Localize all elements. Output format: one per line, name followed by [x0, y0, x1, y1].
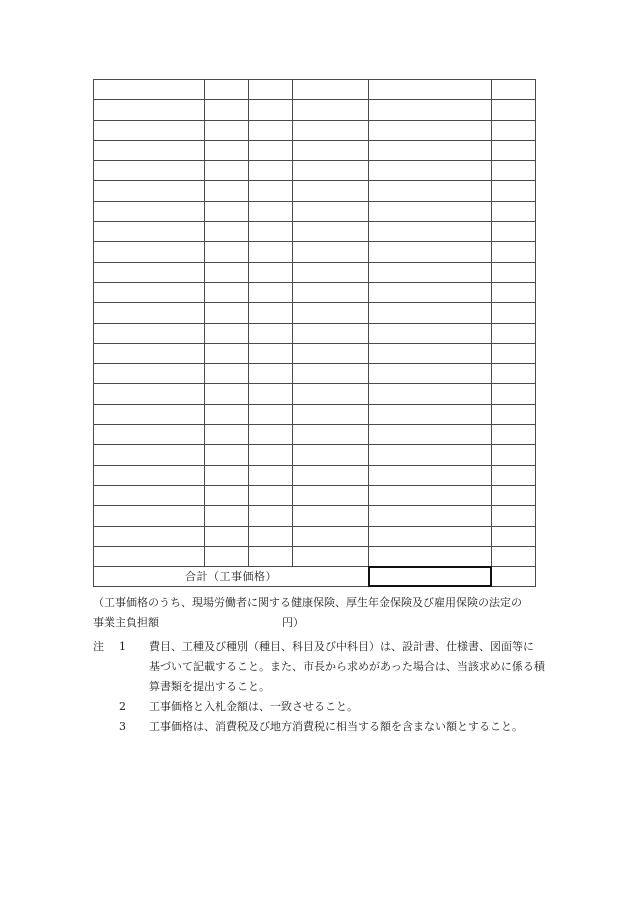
table-cell[interactable] — [492, 222, 536, 242]
table-cell[interactable] — [369, 465, 492, 485]
table-cell[interactable] — [205, 404, 249, 424]
table-cell[interactable] — [249, 181, 293, 201]
table-cell[interactable] — [249, 201, 293, 221]
table-cell[interactable] — [94, 120, 205, 140]
estimate-table — [93, 79, 536, 587]
table-cell[interactable] — [369, 445, 492, 465]
table-cell[interactable] — [492, 465, 536, 485]
table-cell[interactable] — [492, 140, 536, 160]
table-row — [94, 404, 536, 424]
table-cell[interactable] — [492, 404, 536, 424]
table-cell[interactable] — [205, 222, 249, 242]
table-cell[interactable] — [293, 140, 369, 160]
table-cell[interactable] — [205, 384, 249, 404]
table-row — [94, 425, 536, 445]
table-cell[interactable] — [293, 201, 369, 221]
table-cell[interactable] — [205, 80, 249, 100]
table-row — [94, 262, 536, 282]
table-cell[interactable] — [492, 506, 536, 526]
note-text: 工事価格は、消費税及び地方消費税に相当する額を含まない額とすること。 — [149, 720, 523, 733]
table-cell[interactable] — [369, 262, 492, 282]
table-cell[interactable] — [492, 80, 536, 100]
table-row — [94, 485, 536, 505]
table-cell[interactable] — [205, 140, 249, 160]
table-cell[interactable] — [492, 181, 536, 201]
table-row — [94, 303, 536, 323]
table-cell[interactable] — [293, 181, 369, 201]
table-cell[interactable] — [94, 526, 205, 546]
table-cell[interactable] — [205, 343, 249, 363]
table-cell[interactable] — [94, 140, 205, 160]
table-cell[interactable] — [293, 445, 369, 465]
table-cell[interactable] — [293, 485, 369, 505]
table-cell[interactable] — [492, 526, 536, 546]
total-amount-cell[interactable] — [369, 567, 492, 587]
table-cell[interactable] — [94, 242, 205, 262]
table-cell[interactable] — [293, 465, 369, 485]
note-number: 2 — [119, 700, 126, 713]
table-cell[interactable] — [249, 506, 293, 526]
note-item — [93, 717, 553, 737]
table-cell[interactable] — [369, 526, 492, 546]
table-cell[interactable] — [205, 201, 249, 221]
table-cell[interactable] — [293, 343, 369, 363]
table-cell[interactable] — [94, 181, 205, 201]
table-cell[interactable] — [249, 303, 293, 323]
table-cell[interactable] — [369, 201, 492, 221]
table-cell[interactable] — [293, 323, 369, 343]
table-row — [94, 526, 536, 546]
table-cell[interactable] — [293, 303, 369, 323]
table-cell[interactable] — [369, 161, 492, 181]
welfare-statement — [93, 593, 522, 633]
table-cell[interactable] — [369, 140, 492, 160]
table-cell[interactable] — [94, 303, 205, 323]
table-cell[interactable] — [492, 242, 536, 262]
table-cell[interactable] — [369, 120, 492, 140]
note-number: 1 — [119, 640, 126, 653]
table-cell[interactable] — [94, 404, 205, 424]
table-cell[interactable] — [249, 140, 293, 160]
welfare-unit: 円） — [282, 616, 304, 629]
table-cell[interactable] — [492, 343, 536, 363]
table-cell[interactable] — [369, 303, 492, 323]
note-text: 基づいて記載すること。また、市長から求めがあった場合は、当該求めに係る積 — [149, 660, 545, 673]
table-cell[interactable] — [249, 546, 293, 566]
table-cell[interactable] — [369, 425, 492, 445]
table-row — [94, 100, 536, 120]
table-cell[interactable] — [492, 120, 536, 140]
table-cell[interactable] — [249, 242, 293, 262]
table-cell[interactable] — [205, 364, 249, 384]
table-cell[interactable] — [249, 526, 293, 546]
table-cell[interactable] — [205, 161, 249, 181]
table-cell[interactable] — [94, 323, 205, 343]
table-row — [94, 364, 536, 384]
table-cell[interactable] — [293, 262, 369, 282]
table-cell[interactable] — [249, 80, 293, 100]
table-cell[interactable] — [369, 343, 492, 363]
table-cell[interactable] — [205, 323, 249, 343]
table-cell[interactable] — [293, 546, 369, 566]
table-cell[interactable] — [293, 120, 369, 140]
table-cell[interactable] — [205, 262, 249, 282]
table-cell[interactable] — [94, 506, 205, 526]
table-cell[interactable] — [369, 546, 492, 566]
table-cell[interactable] — [249, 161, 293, 181]
table-row — [94, 80, 536, 100]
table-cell[interactable] — [249, 323, 293, 343]
table-cell[interactable] — [369, 364, 492, 384]
table-cell[interactable] — [94, 425, 205, 445]
table-row — [94, 282, 536, 302]
welfare-line-2 — [93, 613, 522, 633]
table-cell[interactable] — [94, 364, 205, 384]
table-cell[interactable] — [492, 100, 536, 120]
table-cell[interactable] — [369, 404, 492, 424]
table-cell[interactable] — [249, 120, 293, 140]
table-cell[interactable] — [369, 506, 492, 526]
table-cell[interactable] — [249, 384, 293, 404]
table-row — [94, 343, 536, 363]
total-extra-cell[interactable] — [492, 567, 536, 587]
table-row — [94, 242, 536, 262]
table-cell[interactable] — [293, 425, 369, 445]
table-cell[interactable] — [369, 384, 492, 404]
table-cell[interactable] — [205, 242, 249, 262]
table-cell[interactable] — [205, 506, 249, 526]
table-row — [94, 445, 536, 465]
table-cell[interactable] — [94, 485, 205, 505]
table-cell[interactable] — [249, 485, 293, 505]
table-cell[interactable] — [94, 161, 205, 181]
table-cell[interactable] — [249, 364, 293, 384]
table-cell[interactable] — [369, 242, 492, 262]
table-cell[interactable] — [293, 161, 369, 181]
table-cell[interactable] — [293, 100, 369, 120]
table-cell[interactable] — [492, 201, 536, 221]
table-cell[interactable] — [94, 282, 205, 302]
total-label: 合計（工事価格） — [94, 567, 369, 587]
notes-section — [93, 637, 553, 737]
table-cell[interactable] — [492, 323, 536, 343]
table-cell[interactable] — [205, 120, 249, 140]
table-cell[interactable] — [293, 282, 369, 302]
note-number: 3 — [119, 720, 126, 733]
estimate-table-body — [94, 80, 536, 587]
table-cell[interactable] — [205, 303, 249, 323]
table-cell[interactable] — [94, 465, 205, 485]
table-cell[interactable] — [492, 303, 536, 323]
table-cell[interactable] — [94, 343, 205, 363]
table-cell[interactable] — [293, 364, 369, 384]
table-cell[interactable] — [249, 445, 293, 465]
table-cell[interactable] — [492, 384, 536, 404]
note-text: 工事価格と入札金額は、一致させること。 — [149, 700, 358, 713]
table-row — [94, 222, 536, 242]
table-row — [94, 465, 536, 485]
table-cell[interactable] — [492, 485, 536, 505]
table-cell[interactable] — [205, 425, 249, 445]
table-cell[interactable] — [369, 485, 492, 505]
table-cell[interactable] — [369, 282, 492, 302]
table-cell[interactable] — [293, 526, 369, 546]
table-cell[interactable] — [492, 262, 536, 282]
total-row — [94, 567, 536, 587]
table-cell[interactable] — [249, 404, 293, 424]
table-cell[interactable] — [94, 384, 205, 404]
welfare-label: 事業主負担額 — [93, 616, 159, 629]
table-cell[interactable] — [205, 485, 249, 505]
table-cell[interactable] — [205, 465, 249, 485]
notes-prefix: 注 — [93, 640, 104, 653]
table-cell[interactable] — [249, 465, 293, 485]
table-row — [94, 384, 536, 404]
table-cell[interactable] — [205, 445, 249, 465]
welfare-line-1: （工事価格のうち、現場労働者に関する健康保険、厚生年金保険及び雇用保険の法定の — [93, 596, 522, 609]
table-cell[interactable] — [205, 526, 249, 546]
table-cell[interactable] — [94, 201, 205, 221]
table-cell[interactable] — [369, 100, 492, 120]
table-cell[interactable] — [94, 80, 205, 100]
table-cell[interactable] — [249, 222, 293, 242]
note-text: 算書類を提出すること。 — [149, 680, 270, 693]
table-cell[interactable] — [369, 222, 492, 242]
table-cell[interactable] — [293, 404, 369, 424]
table-cell[interactable] — [369, 323, 492, 343]
table-cell[interactable] — [492, 364, 536, 384]
table-cell[interactable] — [94, 546, 205, 566]
table-cell[interactable] — [205, 282, 249, 302]
table-row — [94, 546, 536, 566]
table-cell[interactable] — [492, 161, 536, 181]
table-row — [94, 161, 536, 181]
table-cell[interactable] — [249, 282, 293, 302]
table-cell[interactable] — [205, 181, 249, 201]
table-cell[interactable] — [94, 445, 205, 465]
table-cell[interactable] — [293, 242, 369, 262]
table-row — [94, 140, 536, 160]
table-cell[interactable] — [249, 425, 293, 445]
table-cell[interactable] — [94, 222, 205, 242]
table-cell[interactable] — [94, 262, 205, 282]
table-row — [94, 323, 536, 343]
table-cell[interactable] — [205, 100, 249, 120]
table-row — [94, 181, 536, 201]
note-item — [93, 697, 553, 717]
table-cell[interactable] — [369, 181, 492, 201]
table-cell[interactable] — [249, 262, 293, 282]
table-row — [94, 506, 536, 526]
table-cell[interactable] — [293, 506, 369, 526]
table-cell[interactable] — [249, 343, 293, 363]
table-cell[interactable] — [293, 384, 369, 404]
table-cell[interactable] — [492, 546, 536, 566]
table-cell[interactable] — [492, 445, 536, 465]
table-cell[interactable] — [94, 100, 205, 120]
table-cell[interactable] — [369, 80, 492, 100]
table-cell[interactable] — [205, 546, 249, 566]
table-cell[interactable] — [492, 282, 536, 302]
note-text: 費目、工種及び種別（種目、科目及び中科目）は、設計書、仕様書、図面等に — [149, 640, 534, 653]
note-item — [93, 637, 553, 657]
table-cell[interactable] — [249, 100, 293, 120]
table-row — [94, 201, 536, 221]
table-cell[interactable] — [293, 80, 369, 100]
table-cell[interactable] — [293, 222, 369, 242]
table-cell[interactable] — [492, 425, 536, 445]
table-row — [94, 120, 536, 140]
